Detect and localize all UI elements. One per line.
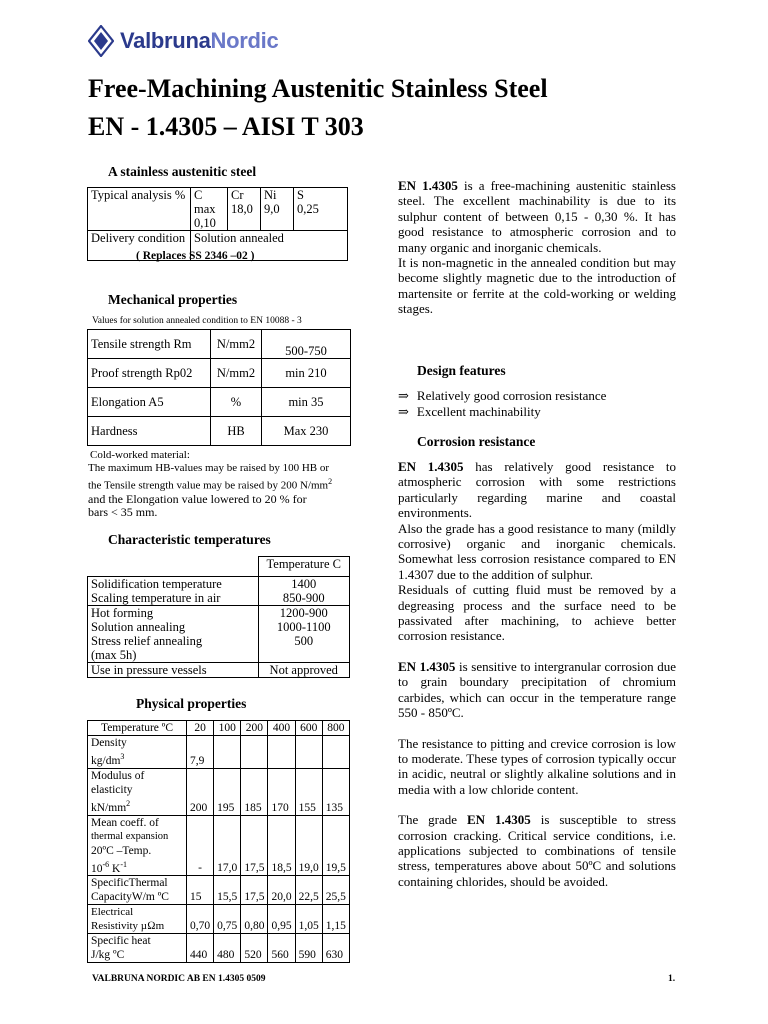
mech-row-unit: N/mm2 <box>211 330 262 359</box>
arrow-icon: ⇒ <box>398 404 409 419</box>
mech-row-name: Tensile strength Rm <box>88 330 211 359</box>
replaces-note: ( Replaces SS 2346 –02 ) <box>136 250 255 262</box>
mech-row-name: Hardness <box>88 417 211 446</box>
brand-name: ValbrunaNordic <box>120 28 279 53</box>
temperature-col-header: Temperature C <box>258 557 350 577</box>
mech-row-unit: N/mm2 <box>211 359 262 388</box>
physical-heading: Physical properties <box>136 696 247 711</box>
expansion-row: Mean coeff. of thermal expansion 20ºC –Temp. $10^{-6}$ $K^{-1}$ - 17,0 17,5 18,5 19,0 19,5 <box>88 815 350 876</box>
heat-capacity-row: SpecificThermal CapacityW/m ºC 15 15,5 17,5 20,0 22,5 25,5 <box>88 876 350 905</box>
mech-row-unit: HB <box>211 417 262 446</box>
temperatures-table: Temperature C Solidification temperature Scaling temperature in air 1400 850-900 Hot forming Solution annealing Stress relief annealing (max 5h) 1200-900 1000-1100 500 Use in pressure vessels Not approved <box>87 556 350 678</box>
resistivity-row: Electrical Resistivity µΩm 0,70 0,75 0,80 0,95 1,05 1,15 <box>88 905 350 934</box>
temp-group-2: Hot forming Solution annealing Stress relief annealing (max 5h) <box>88 606 259 663</box>
intro-heading: A stainless austenitic steel <box>108 164 257 179</box>
intro-paragraph: EN 1.4305 is a free-machining austenitic stainless steel. The excellent machinability is due to its sulphur content of between 0,15 - 0,30 %. It has good resistance to atmospheric corrosion and to many organic and inorganic chemicals. It is non-magnetic in the annealed condition but may become slightly magnetic due to the introduction of martensite or ferrite at the cold-working or welding stages. <box>398 178 676 317</box>
arrow-icon: ⇒ <box>398 388 409 403</box>
corrosion-paragraph: EN 1.4305 has relatively good resistance to atmospheric corrosion with some restrictions particularly regarding marine and coastal environments. Also the grade has a good resistance to many (mildly corrosive) organic and inorganic chemicals. Somewhat less corrosion resistance compared to EN 1.4307 due to the addition of sulphur. Residuals of cutting fluid must be removed by a degreasing process and the surface need to be passivated after machining, to achieve better corrosion resistance. EN 1.4305 is sensitive to intergranular corrosion due to grain boundary precipitation of chromium carbides, which can occur in the temperature range 550 - 850ºC. The resistance to pitting and crevice corrosion is low to moderate. These types of corrosion typically occur in acidic, neutral or slightly alkaline solutions and in media with a low chloride content. The grade EN 1.4305 is susceptible to stress corrosion cracking. Critical service conditions, i.e. applications subjected to combinations of tensile stress, temperatures above about 50ºC and solutions containing chlorides, should be avoided. <box>398 459 676 889</box>
mechanical-heading: Mechanical properties <box>108 292 238 307</box>
mech-row-value: min 35 <box>262 388 351 417</box>
mech-row-value: min 210 <box>262 359 351 388</box>
list-item: ⇒ Relatively good corrosion resistance <box>398 388 607 403</box>
specific-heat-row: Specific heat J/kg ºC 440 480 520 560 590 630 <box>88 934 350 963</box>
mechanical-table <box>87 329 351 446</box>
corrosion-heading: Corrosion resistance <box>417 434 536 449</box>
temperatures-heading: Characteristic temperatures <box>108 532 271 547</box>
list-item: ⇒ Excellent machinability <box>398 404 541 419</box>
page-subtitle: EN - 1.4305 – AISI T 303 <box>88 112 364 141</box>
cold-worked-note: Cold-worked material: The maximum HB-values may be raised by 100 HB or the Tensile strength value may be raised by 200 $N/mm^2$ and the Elongation value lowered to 20 % for bars < 35 mm. <box>88 449 333 519</box>
design-features-list <box>398 388 606 420</box>
density-row: Density $kg/dm^3$ 7,9 <box>88 736 350 769</box>
mech-row-name: Elongation A5 <box>88 388 211 417</box>
company-logo <box>88 24 278 58</box>
ni-cell: Ni 9,0 <box>261 188 294 231</box>
mechanical-note: Values for solution annealed condition to EN 10088 - 3 <box>92 316 302 326</box>
c-cell: C max 0,10 <box>191 188 228 231</box>
page-number: 1. <box>668 974 676 984</box>
s-cell: S 0,25 <box>294 188 348 231</box>
mech-row-value: Max 230 <box>262 417 351 446</box>
typical-analysis-label: Typical analysis % <box>88 188 191 231</box>
diamond-logo-icon <box>88 25 114 57</box>
cr-cell: Cr 18,0 <box>228 188 261 231</box>
delivery-value: Solution annealed <box>191 231 348 261</box>
physical-table: Temperature ºC 20 100 200 400 600 800 Density $kg/dm^3$ 7,9 Modulus of elasticity $kN/mm^2$ 200 195 185 170 155 135 Mean coeff. of thermal expansion 20ºC –Temp. $10^{-6}$ $K^{-1}$ - 17,0 17,5 18,5 19,0 19,5 SpecificThermal CapacityW/m ºC 15 15,5 17,5 20,0 22,5 25,5 Electrical Resistivity µΩm 0,70 0,75 0,80 0,95 1,05 1,15 Specific heat J/kg ºC 440 480 520 560 590 630 <box>87 720 350 963</box>
mech-row-value: 500-750 <box>262 330 351 359</box>
mech-row-unit: % <box>211 388 262 417</box>
modulus-row: Modulus of elasticity $kN/mm^2$ 200 195 185 170 155 135 <box>88 768 350 815</box>
delivery-label: Delivery condition <box>88 231 191 261</box>
page-title: Free-Machining Austenitic Stainless Steel <box>88 74 548 103</box>
temp-group-1: Solidification temperature Scaling temperature in air <box>88 577 259 606</box>
mech-row-name: Proof strength Rp02 <box>88 359 211 388</box>
design-heading: Design features <box>417 363 506 378</box>
footer-text: VALBRUNA NORDIC AB EN 1.4305 0509 <box>92 974 266 984</box>
temp-group-3: Use in pressure vessels <box>88 663 259 678</box>
